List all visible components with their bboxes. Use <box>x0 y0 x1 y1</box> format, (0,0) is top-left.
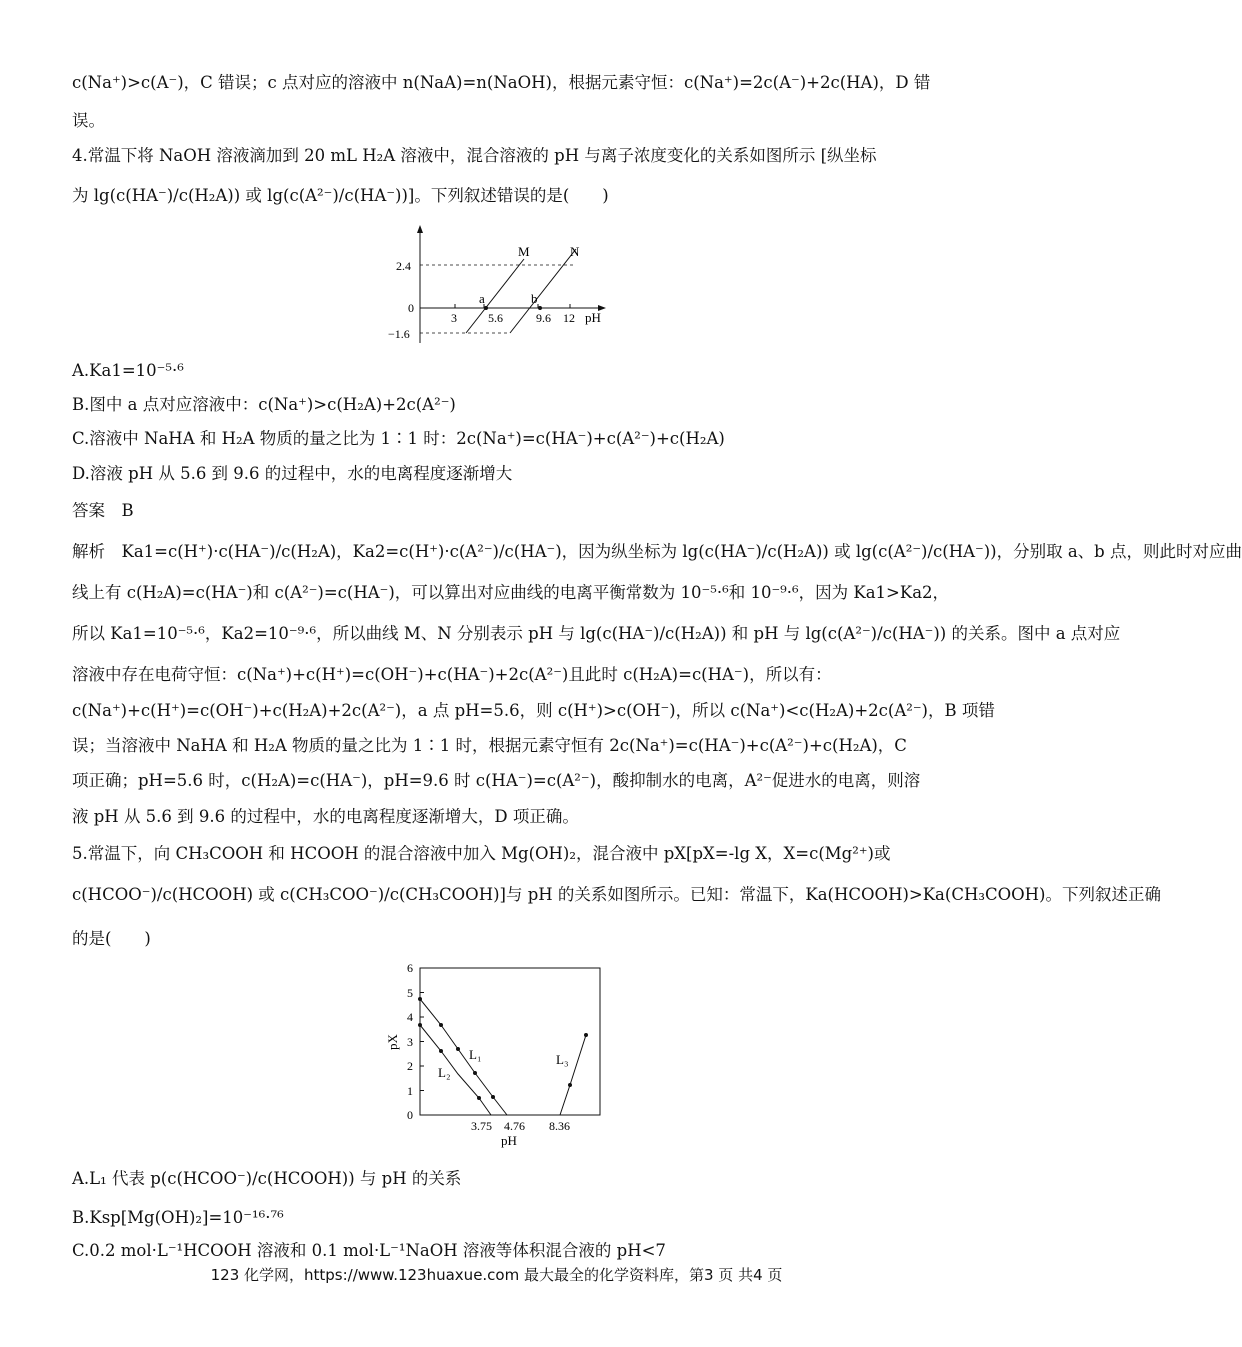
analysis-line-2: 线上有 c(H₂A)=c(HA⁻)和 c(A²⁻)=c(HA⁻)，可以算出对应曲线的电离平衡常数为 10⁻⁵·⁶和 10⁻⁹·⁶，因为 Ka1>Ka2， <box>72 583 950 602</box>
fig2-xlabel: pH <box>501 1133 517 1148</box>
q4-option-C: C.溶液中 NaHA 和 H₂A 物质的量之比为 1∶1 时：2c(Na⁺)=c(HA⁻)+c(A²⁻)+c(H₂A) <box>72 429 725 448</box>
fig1-point-a: a <box>479 291 485 306</box>
question-5-stem-end: 的是( ) <box>72 929 151 948</box>
fig2-label-L1: L₁ <box>469 1047 482 1062</box>
analysis-line-5: c(Na⁺)+c(H⁺)=c(OH⁻)+c(H₂A)+2c(A²⁻)，a 点 pH=5.6，则 c(H⁺)>c(OH⁻)，所以 c(Na⁺)<c(H₂A)+2c(A²⁻)，B 项错 <box>72 701 995 720</box>
fig2-label-L3: L₃ <box>556 1052 569 1067</box>
analysis-line-7: 项正确；pH=5.6 时，c(H₂A)=c(HA⁻)，pH=9.6 时 c(HA⁻)=c(A²⁻)，酸抑制水的电离，A²⁻促进水的电离，则溶 <box>72 771 921 790</box>
fig1-xtick-9.6: 9.6 <box>536 311 551 325</box>
fig2-xtick-3.75: 3.75 <box>471 1119 492 1133</box>
question-5-stem: 5.常温下，向 CH₃COOH 和 HCOOH 的混合溶液中加入 Mg(OH)₂，混合液中 pX[pX=-lg X，X=c(Mg²⁺)或 <box>72 844 891 863</box>
fig2-ylabel: pX <box>385 1034 400 1050</box>
fig1-xtick-5.6: 5.6 <box>488 311 503 325</box>
fig2-ytick-0: 0 <box>407 1108 413 1122</box>
q5-option-B: B.Ksp[Mg(OH)₂]=10⁻¹⁶·⁷⁶ <box>72 1208 284 1227</box>
fig1-xtick-3: 3 <box>451 311 457 325</box>
fig1-ytick-0: 0 <box>408 301 414 315</box>
question-4-stem: 4.常温下将 NaOH 溶液滴加到 20 mL H₂A 溶液中，混合溶液的 pH 与离子浓度变化的关系如图所示 [纵坐标 <box>72 146 877 165</box>
analysis-line-3: 所以 Ka1=10⁻⁵·⁶，Ka2=10⁻⁹·⁶，所以曲线 M、N 分别表示 pH 与 lg(c(HA⁻)/c(H₂A)) 和 pH 与 lg(c(A²⁻)/c(HA⁻)) 的关系。图中 a 点对应 <box>72 624 1121 643</box>
page-footer: 123 化学网，https://www.123huaxue.com 最大最全的化学资料库，第3 页 共4 页 <box>210 1266 783 1284</box>
analysis-line-4: 溶液中存在电荷守恒：c(Na⁺)+c(H⁺)=c(OH⁻)+c(HA⁻)+2c(A²⁻)且此时 c(H₂A)=c(HA⁻)，所以有： <box>72 665 832 684</box>
fig1-xtick-12: 12 <box>563 311 575 325</box>
question-5-stem-cont: c(HCOO⁻)/c(HCOOH) 或 c(CH₃COO⁻)/c(CH₃COOH)]与 pH 的关系如图所示。已知：常温下，Ka(HCOOH)>Ka(CH₃COOH)。下列叙述正确 <box>72 885 1161 904</box>
fig2-label-L2: L₂ <box>438 1065 451 1080</box>
fig2-curve-L2 <box>420 1025 491 1115</box>
q5-option-A: A.L₁ 代表 p(c(HCOO⁻)/c(HCOOH)) 与 pH 的关系 <box>72 1169 462 1188</box>
fig1-ytick-2.4: 2.4 <box>396 259 411 273</box>
analysis-line-6: 误；当溶液中 NaHA 和 H₂A 物质的量之比为 1∶1 时，根据元素守恒有 2c(Na⁺)=c(HA⁻)+c(A²⁻)+c(H₂A)，C <box>72 736 907 755</box>
analysis-line-8: 液 pH 从 5.6 到 9.6 的过程中，水的电离程度逐渐增大，D 项正确。 <box>72 807 579 826</box>
q5-option-C: C.0.2 mol·L⁻¹HCOOH 溶液和 0.1 mol·L⁻¹NaOH 溶液等体积混合液的 pH<7 <box>72 1241 666 1260</box>
fig2-curve-L3 <box>560 1035 586 1115</box>
analysis-line-1: 解析 Ka1=c(H⁺)·c(HA⁻)/c(H₂A)，Ka2=c(H⁺)·c(A²⁻)/c(HA⁻)，因为纵坐标为 lg(c(HA⁻)/c(H₂A)) 或 lg(c(A²⁻)/c(HA⁻))，分别取 a、b 点，则此时对应曲 <box>72 542 1242 561</box>
answer-line: 答案 B <box>72 501 134 520</box>
fig1-xlabel: pH <box>585 310 601 325</box>
text-line-2: 误。 <box>72 111 105 130</box>
fig2-ytick-5: 5 <box>407 986 413 1000</box>
question-4-stem-cont: 为 lg(c(HA⁻)/c(H₂A)) 或 lg(c(A²⁻)/c(HA⁻))]。下列叙述错误的是( ) <box>72 186 609 205</box>
fig2-plot-frame <box>420 968 600 1115</box>
q4-option-B: B.图中 a 点对应溶液中：c(Na⁺)>c(H₂A)+2c(A²⁻) <box>72 395 456 414</box>
fig2-xtick-4.76: 4.76 <box>504 1119 525 1133</box>
text-line-1: c(Na⁺)>c(A⁻)，C 错误；c 点对应的溶液中 n(NaA)=n(NaOH)，根据元素守恒：c(Na⁺)=2c(A⁻)+2c(HA)，D 错 <box>72 73 931 92</box>
fig2-ytick-2: 2 <box>407 1059 413 1073</box>
fig1-point-b: b <box>531 291 538 306</box>
fig2-ytick-4: 4 <box>407 1010 413 1024</box>
q4-option-A: A.Ka1=10⁻⁵·⁶ <box>72 361 184 380</box>
fig2-ytick-3: 3 <box>407 1035 413 1049</box>
figure-q5-graph <box>385 958 610 1150</box>
fig2-ytick-6: 6 <box>407 961 413 975</box>
q4-option-D: D.溶液 pH 从 5.6 到 9.6 的过程中，水的电离程度逐渐增大 <box>72 464 513 483</box>
fig1-label-M: M <box>518 244 530 259</box>
fig2-ytick-1: 1 <box>407 1084 413 1098</box>
fig2-xtick-8.36: 8.36 <box>549 1119 570 1133</box>
figure-q4-graph <box>380 225 620 350</box>
fig1-label-N: N <box>570 244 580 259</box>
fig1-ytick-neg1.6: −1.6 <box>388 327 410 341</box>
